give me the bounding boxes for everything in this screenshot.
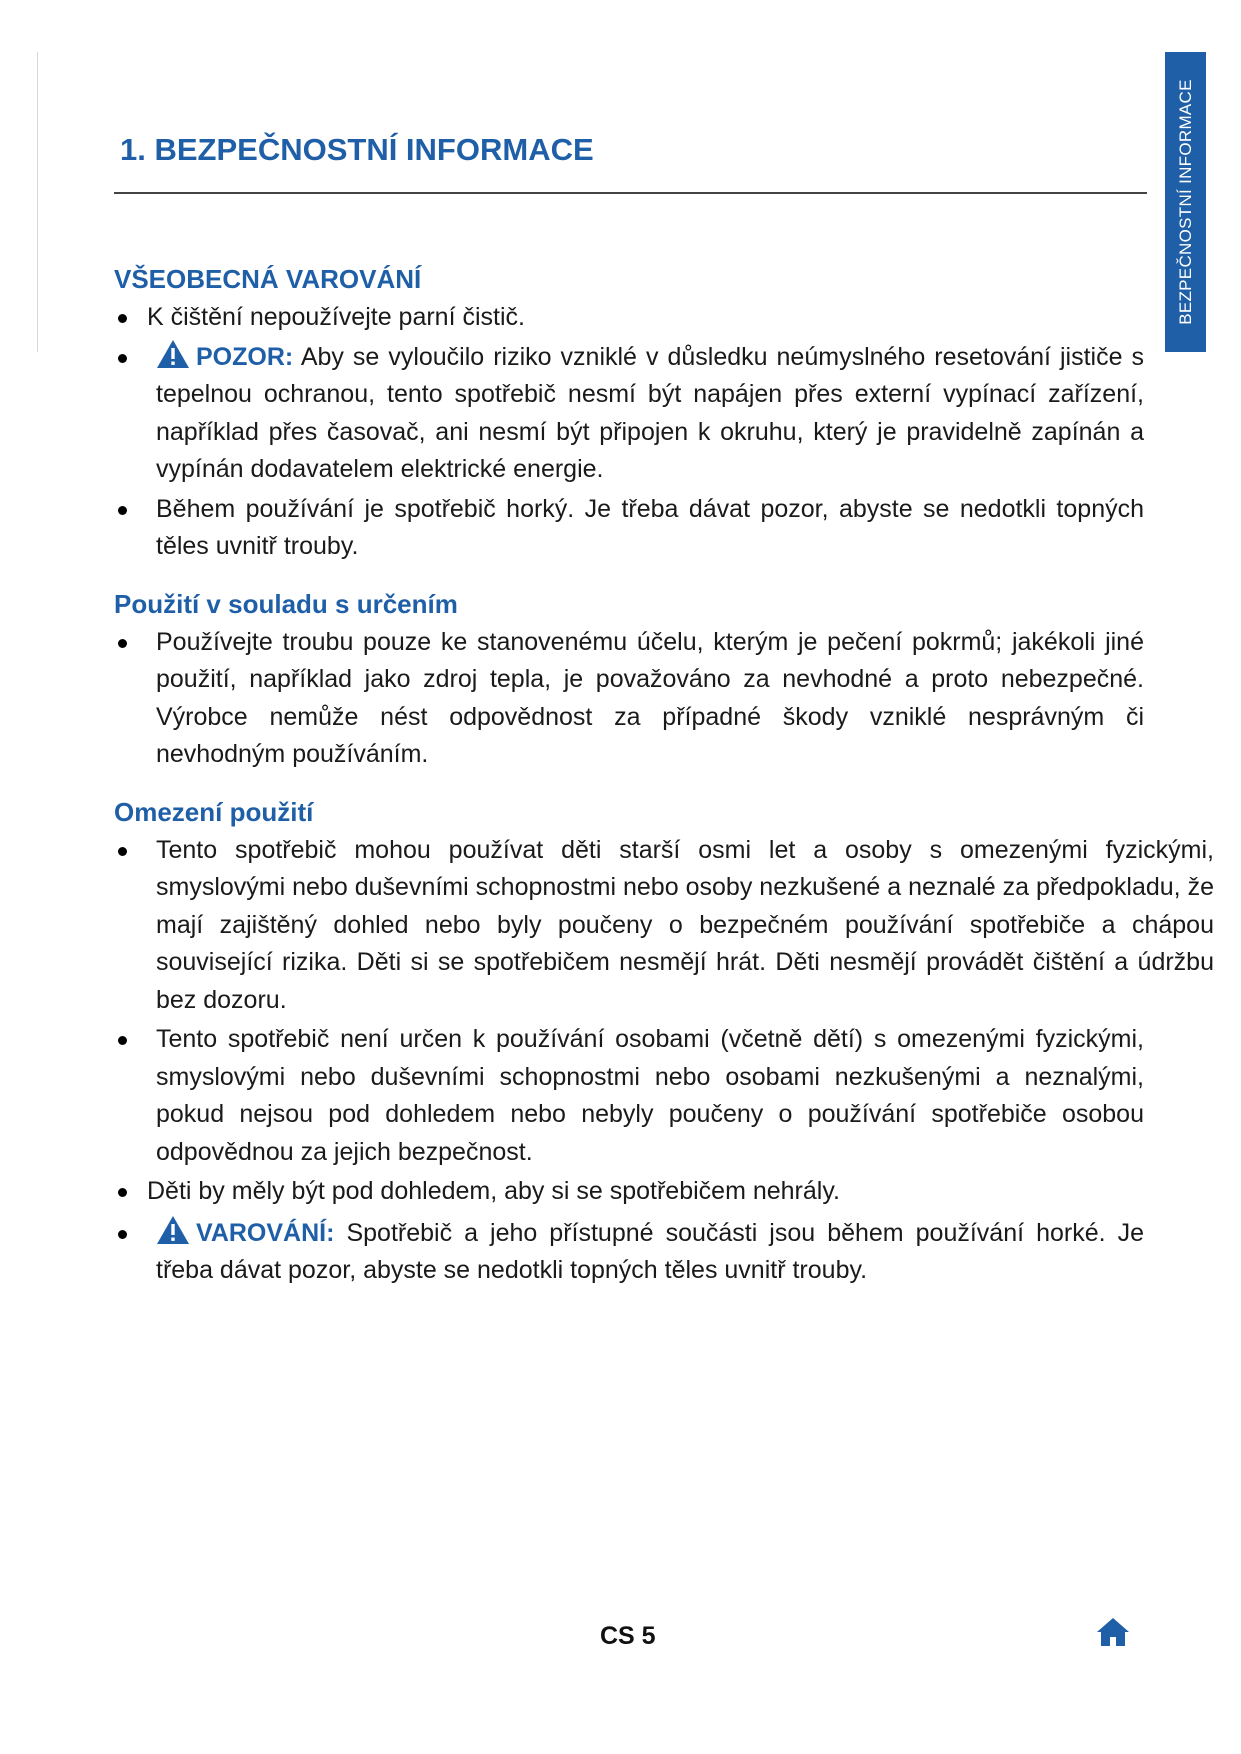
- varovani-label: VAROVÁNÍ:: [196, 1218, 335, 1247]
- section-heading-general: VŠEOBECNÁ VAROVÁNÍ: [114, 264, 422, 294]
- page-content: [114, 259, 1214, 1290]
- list-item: [114, 339, 1144, 489]
- side-tab-label: BEZPEČNOSTNÍ INFORMACE: [1175, 79, 1195, 325]
- intended-use-list: [114, 624, 1164, 774]
- title-divider: [114, 192, 1147, 194]
- home-icon[interactable]: [1096, 1616, 1130, 1648]
- warning-triangle-icon: [156, 339, 190, 369]
- section-heading-restrictions: Omezení použití: [114, 796, 314, 827]
- page-number: CS 5: [600, 1622, 656, 1650]
- list-item-text: Aby se vyloučilo riziko vzniklé v důsledku neúmyslného resetování jističe s tepelnou ochranou, tento spotřebič nesmí být napájen přes externí vypínací zařízení, například přes časovač, ani nesmí být připojen k okruhu, který je pravidelně zapínán a vypínán dodavatelem elektrické energie.: [156, 342, 1144, 483]
- list-item-text: Tento spotřebič není určen k používání osobami (včetně dětí) s omezenými fyzickými, smyslovými nebo duševními schopnostmi nebo osobami nezkušenými a neznalými, pokud nejsou pod dohledem nebo nebyly poučeny o používání spotřebiče osobou odpovědnou za jejich bezpečnost.: [156, 1025, 1144, 1166]
- list-item: [114, 624, 1144, 774]
- pozor-label: POZOR:: [196, 342, 294, 371]
- list-item-text: K čištění nepoužívejte parní čistič.: [147, 303, 525, 331]
- section-heading-intended-use: Použití v souladu s určením: [114, 588, 458, 619]
- list-item-text: Děti by měly být pod dohledem, aby si se spotřebičem nehrály.: [147, 1177, 840, 1205]
- side-tab[interactable]: [1165, 52, 1206, 352]
- list-item-text: Během používání je spotřebič horký. Je třeba dávat pozor, abyste se nedotkli topných těles uvnitř trouby.: [156, 494, 1144, 560]
- warning-triangle-icon: [156, 1215, 190, 1245]
- list-item: [114, 1173, 1144, 1211]
- list-item: [114, 1021, 1144, 1171]
- restrictions-list: [114, 832, 1214, 1290]
- list-item: [114, 1215, 1144, 1290]
- general-warnings-list: [114, 299, 1164, 566]
- list-item: [114, 299, 1144, 337]
- list-item-text: Tento spotřebič mohou používat děti starší osmi let a osoby s omezenými fyzickými, smyslovými nebo duševními schopnostmi nebo osoby nezkušené a neznalé za předpokladu, že mají zajištěný dohled nebo byly poučeny o bezpečném používání spotřebiče a chápou související rizika. Děti si se spotřebičem nesmějí hrát. Děti nesmějí provádět čištění a údržbu bez dozoru.: [156, 835, 1214, 1014]
- list-item: [114, 491, 1144, 566]
- margin-rule: [37, 52, 38, 352]
- list-item-text: Spotřebič a jeho přístupné součásti jsou během používání horké. Je třeba dávat pozor, abyste se nedotkli topných těles uvnitř trouby.: [156, 1218, 1144, 1284]
- list-item: [114, 832, 1214, 1020]
- list-item-text: Používejte troubu pouze ke stanovenému účelu, kterým je pečení pokrmů; jakékoli jiné použití, například jako zdroj tepla, je považováno za nevhodné a proto nebezpečné. Výrobce nemůže nést odpovědnost za případné škody vzniklé nesprávným či nevhodným používáním.: [156, 627, 1144, 768]
- chapter-title: 1. BEZPEČNOSTNÍ INFORMACE: [120, 132, 594, 167]
